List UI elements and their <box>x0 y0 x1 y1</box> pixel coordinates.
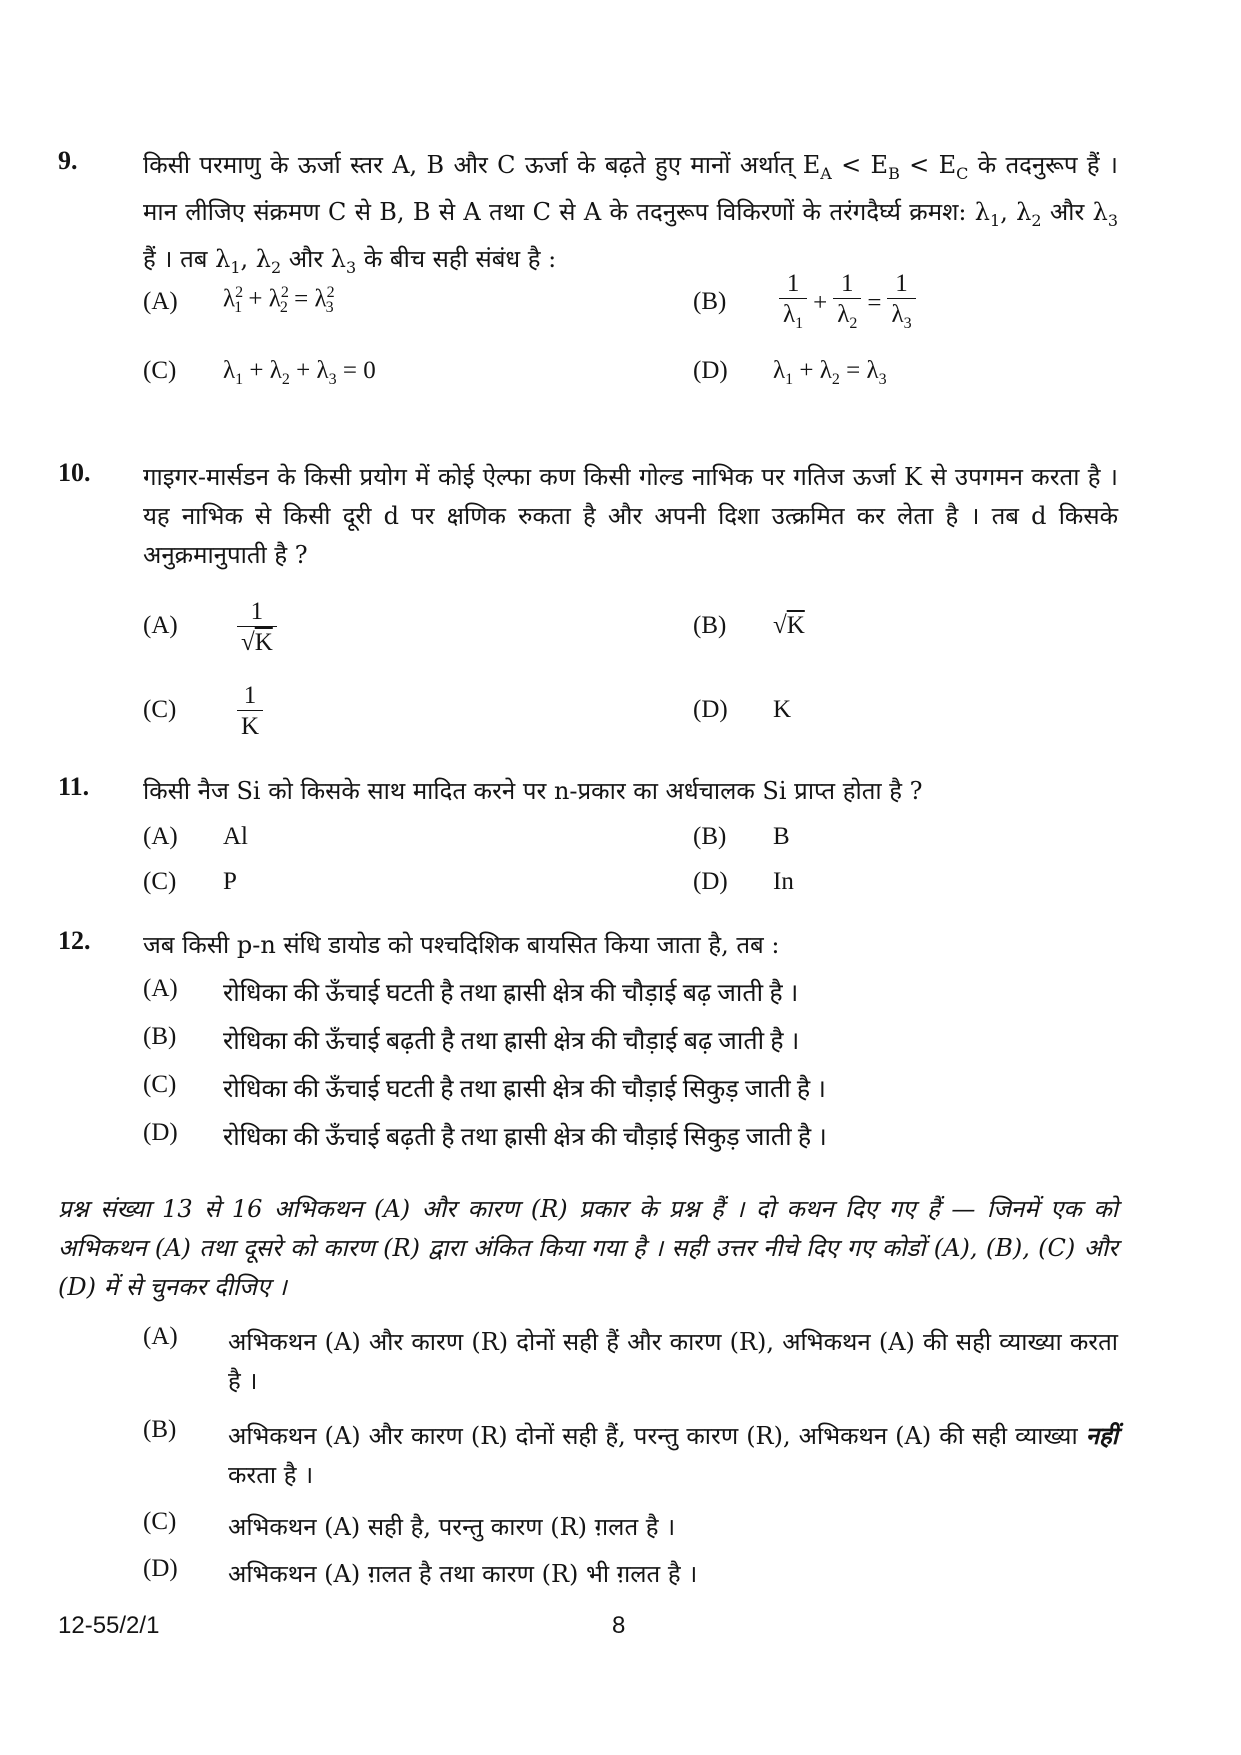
question-text: किसी परमाणु के ऊर्जा स्तर A, B और C ऊर्जा के बढ़ते हुए मानों अर्थात् $E_A < E_B < E_C$ के तदनुरूप हैं । मान लीजिए संक्रमण C से B, B से A तथा C से A के तदनुरूप विकिरणों के तरंगदैर्घ्य क्रमश: $\lambda_1$, $\lambda_2$ और $\lambda_3$ हैं । तब $\lambda_1$, $\lambda_2$ और $\lambda_3$ के बीच सही संबंध है : <box>143 151 1119 277</box>
option-label: (D) <box>693 868 728 895</box>
option-value: P <box>223 868 237 895</box>
option-text: अभिकथन (A) और कारण (R) दोनों सही हैं, परन्तु कारण (R), अभिकथन (A) की सही व्याख्या नहीं करता है । <box>228 1421 1118 1489</box>
question-number: 12. <box>58 926 91 955</box>
option-text: अभिकथन (A) ग़लत है तथा कारण (R) भी ग़लत है । <box>228 1560 698 1588</box>
option-label: (B) <box>693 612 727 639</box>
option-value: B <box>773 823 790 850</box>
option-label: (A) <box>143 975 178 1002</box>
paper-code: 12-55/2/1 <box>58 1612 160 1639</box>
option-label: (A) <box>143 1323 178 1350</box>
option-label: (D) <box>693 696 728 723</box>
option-label: (A) <box>143 612 178 639</box>
option-value: रोधिका की ऊँचाई घटती है तथा ह्रासी क्षेत्र की चौड़ाई बढ़ जाती है । <box>223 980 799 1007</box>
option-label: (D) <box>143 1119 178 1146</box>
option-label: (B) <box>143 1416 177 1443</box>
page-number: 8 <box>612 1612 626 1639</box>
option-label: (C) <box>143 868 177 895</box>
option-value: √K <box>773 612 805 639</box>
option-value: $\lambda_1 + \lambda_2 = \lambda_3$ <box>773 357 887 388</box>
option-label: (C) <box>143 1508 177 1535</box>
question-number: 10. <box>58 458 91 487</box>
option-value: $\frac{1}{√K}$ <box>231 598 283 659</box>
option-text: अभिकथन (A) और कारण (R) दोनों सही हैं और कारण (R), अभिकथन (A) की सही व्याख्या करता है । <box>228 1328 1118 1395</box>
option-value: $\lambda^2_1 + \lambda^2_2 = \lambda^2_3$ <box>223 284 335 317</box>
option-value: K <box>773 696 792 723</box>
option-value: Al <box>223 823 248 850</box>
emphasis-text: नहीं <box>1085 1421 1118 1450</box>
option-text: अभिकथन (A) सही है, परन्तु कारण (R) ग़लत है । <box>228 1513 676 1541</box>
question-10 <box>58 458 1118 588</box>
option-label: (D) <box>143 1555 178 1582</box>
option-label: (A) <box>143 823 178 850</box>
option-label: (A) <box>143 288 178 315</box>
option-label: (D) <box>693 357 728 384</box>
option-value: रोधिका की ऊँचाई घटती है तथा ह्रासी क्षेत्र की चौड़ाई सिकुड़ जाती है । <box>223 1076 826 1103</box>
option-label: (B) <box>143 1023 177 1050</box>
option-value: $\frac{1}{K}$ <box>231 682 269 743</box>
option-label: (B) <box>693 823 727 850</box>
option-value: $\frac{1}{\lambda_1}$ + $\frac{1}{\lambda_2}$ = $\frac{1}{\lambda_3}$ <box>773 270 922 340</box>
question-9 <box>58 146 1118 406</box>
question-number: 11. <box>58 772 90 801</box>
option-label: (B) <box>693 288 727 315</box>
question-11 <box>58 772 1118 812</box>
question-text: जब किसी p-n संधि डायोड को पश्चदिशिक बायसित किया जाता है, तब : <box>143 931 780 959</box>
option-label: (C) <box>143 1071 177 1098</box>
option-value: रोधिका की ऊँचाई बढ़ती है तथा ह्रासी क्षेत्र की चौड़ाई सिकुड़ जाती है । <box>223 1124 827 1151</box>
question-text: किसी नैज Si को किसके साथ मादित करने पर n-प्रकार का अर्धचालक Si प्राप्त होता है ? <box>143 777 923 805</box>
assertion-reason-instruction: प्रश्न संख्या 13 से 16 अभिकथन (A) और कारण (R) प्रकार के प्रश्न हैं । दो कथन दिए गए हैं — जिनमें एक को अभिकथन (A) तथा दूसरे को कारण (R) द्वारा अंकित किया गया है । सही उत्तर नीचे दिए गए कोडों (A), (B), (C) और (D) में से चुनकर दीजिए । <box>58 1195 1118 1301</box>
option-value: रोधिका की ऊँचाई बढ़ती है तथा ह्रासी क्षेत्र की चौड़ाई बढ़ जाती है । <box>223 1028 800 1055</box>
question-12 <box>58 926 1118 966</box>
option-value: $\lambda_1 + \lambda_2 + \lambda_3 = 0$ <box>223 357 376 388</box>
option-value: In <box>773 868 794 895</box>
option-label: (C) <box>143 696 177 723</box>
question-number: 9. <box>58 146 78 175</box>
question-text: गाइगर-मार्सडन के किसी प्रयोग में कोई ऐल्फा कण किसी गोल्ड नाभिक पर गतिज ऊर्जा K से उपगमन करता है । यह नाभिक से किसी दूरी d पर क्षणिक रुकता है और अपनी दिशा उत्क्रमित कर लेता है । तब d किसके अनुक्रमानुपाती है ? <box>143 463 1118 569</box>
option-label: (C) <box>143 357 177 384</box>
